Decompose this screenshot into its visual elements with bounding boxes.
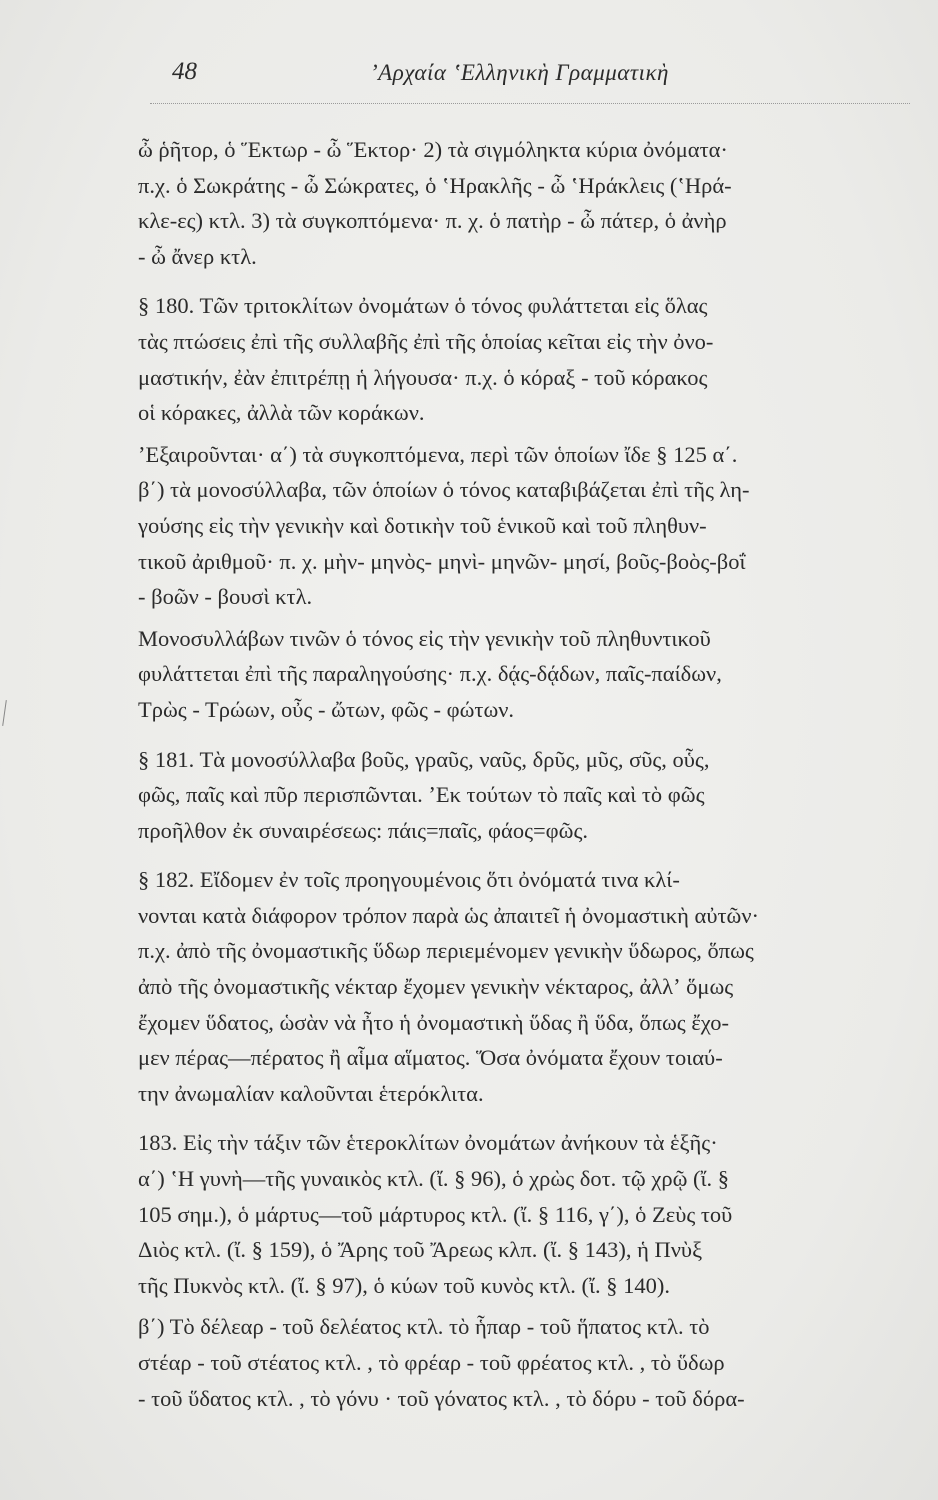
text-line: μαστικήν, ἐὰν ἐπιτρέπῃ ἡ λήγουσα· π.χ. ὁ κόραξ - τοῦ κόρακος: [138, 364, 708, 390]
text-line: β΄) τὰ μονοσύλλαβα, τῶν ὁποίων ὁ τόνος καταβιβάζεται ἐπὶ τῆς λη-: [138, 477, 750, 503]
text-line: π.χ. ὁ Σωκράτης - ὦ Σώκρατες, ὁ ʽΗρακλῆς - ὦ ʽΗράκλεις (ʽΗρά-: [138, 172, 732, 198]
text-line: π.χ. ἀπὸ τῆς ὀνομαστικῆς ὕδωρ περιεμένομεν γενικὴν ὕδωρος, ὅπως: [138, 938, 754, 964]
text-line: τῆς Πυκνὸς κτλ. (ἴ. § 97), ὁ κύων τοῦ κυνὸς κτλ. (ἴ. § 140).: [138, 1272, 671, 1298]
text-line: Μονοσυλλάβων τινῶν ὁ τόνος εἰς τὴν γενικὴν τοῦ πληθυντικοῦ: [138, 625, 711, 651]
text-line: β΄) Τὸ δέλεαρ - τοῦ δελέατος κτλ. τὸ ἧπαρ - τοῦ ἥπατος κτλ. τὸ: [138, 1314, 710, 1340]
text-line: α΄) ʽΗ γυνὴ—τῆς γυναικὸς κτλ. (ἴ. § 96), ὁ χρὼς δοτ. τῷ χρῷ (ἴ. §: [138, 1166, 730, 1192]
text-line: ὦ ῥῆτορ, ὁ Ἕκτωρ - ὦ Ἕκτορ· 2) τὰ σιγμόληκτα κύρια ὀνόματα·: [138, 137, 728, 162]
text-line: νονται κατὰ διάφορον τρόπον παρὰ ὡς ἀπαιτεῖ ἡ ὀνομαστικὴ αὐτῶν·: [138, 902, 759, 928]
header-rule: [150, 103, 910, 104]
text-line: τὰς πτώσεις ἐπὶ τῆς συλλαβῆς ἐπὶ τῆς ὁποίας κεῖται εἰς τὴν ὀνο-: [138, 328, 714, 354]
section-181-start: § 181. Τὰ μονοσύλλαβα βοῦς, γραῦς, ναῦς, δρῦς, μῦς, σῦς, οὗς,: [138, 746, 710, 772]
text-line: την ἀνωμαλίαν καλοῦνται ἑτερόκλιτα.: [138, 1080, 484, 1106]
text-line: - ὦ ἄνερ κτλ.: [138, 243, 257, 269]
text-line: Τρὼς - Τρώων, οὖς - ὤτων, φῶς - φώτων.: [138, 696, 515, 722]
text-line: τικοῦ ἀριθμοῦ· π. χ. μὴν- μηνὸς- μηνὶ- μηνῶν- μησί, βοῦς-βοὸς-βοΐ: [138, 548, 746, 574]
text-line: στέαρ - τοῦ στέατος κτλ. , τὸ φρέαρ - τοῦ φρέατος κτλ. , τὸ ὕδωρ: [138, 1350, 725, 1375]
body-text: [138, 132, 913, 1416]
running-head: ʼΑρχαία ʽΕλληνικὴ Γραμματικὴ: [370, 60, 669, 85]
text-line: φῶς, παῖς καὶ πῦρ περισπῶνται. ʼΕκ τούτων τὸ παῖς καὶ τὸ φῶς: [138, 782, 705, 808]
page-header: [140, 58, 920, 98]
text-line: ἀπὸ τῆς ὀνομαστικῆς νέκταρ ἔχομεν γενικὴν νέκταρος, ἀλλʼ ὅμως: [138, 974, 734, 1000]
text-line: - βοῶν - βουσὶ κτλ.: [138, 584, 313, 610]
text-line: οἱ κόρακες, ἀλλὰ τῶν κοράκων.: [138, 400, 425, 426]
text-line: 105 σημ.), ὁ μάρτυς—τοῦ μάρτυρος κτλ. (ἴ. § 116, γ΄), ὁ Ζεὺς τοῦ: [138, 1201, 733, 1227]
section-182-start: § 182. Εἴδομεν ἐν τοῖς προηγουμένοις ὅτι ὀνόματά τινα κλί-: [138, 867, 680, 893]
text-line: φυλάττεται ἐπὶ τῆς παραληγούσης· π.χ. δᾴς-δᾴδων, παῖς-παίδων,: [138, 661, 722, 687]
text-line: ʼΕξαιροῦνται· α΄) τὰ συγκοπτόμενα, περὶ τῶν ὁποίων ἴδε § 125 α΄.: [138, 441, 738, 467]
section-180-start: § 180. Τῶν τριτοκλίτων ὀνομάτων ὁ τόνος φυλάττεται εἰς ὅλας: [138, 293, 708, 319]
margin-mark: [2, 700, 7, 726]
text-line: κλε-ες) κτλ. 3) τὰ συγκοπτόμενα· π. χ. ὁ πατὴρ - ὦ πάτερ, ὁ ἀνὴρ: [138, 208, 727, 234]
page-number: 48: [172, 58, 197, 85]
text-line: ἔχομεν ὕδατος, ὡσὰν νὰ ἦτο ἡ ὀνομαστικὴ ὕδας ἢ ὕδα, ὅπως ἔχο-: [138, 1009, 730, 1035]
section-183-start: 183. Εἰς τὴν τάξιν τῶν ἑτεροκλίτων ὀνομάτων ἀνήκουν τὰ ἑξῆς·: [138, 1130, 718, 1156]
text-line: γούσης εἰς τὴν γενικὴν καὶ δοτικὴν τοῦ ἑνικοῦ καὶ τοῦ πληθυν-: [138, 512, 707, 538]
text-line: - τοῦ ὕδατος κτλ. , τὸ γόνυ · τοῦ γόνατος κτλ. , τὸ δόρυ - τοῦ δόρα-: [138, 1385, 745, 1411]
text-line: προῆλθον ἐκ συναιρέσεως: πάις=παῖς, φάος=φῶς.: [138, 817, 588, 843]
text-line: Διὸς κτλ. (ἴ. § 159), ὁ Ἄρης τοῦ Ἄρεως κλπ. (ἴ. § 143), ἡ Πνὺξ: [138, 1237, 703, 1263]
text-line: μεν πέρας—πέρατος ἢ αἷμα αἵματος. Ὅσα ὀνόματα ἔχουν τοιαύ-: [138, 1045, 723, 1071]
